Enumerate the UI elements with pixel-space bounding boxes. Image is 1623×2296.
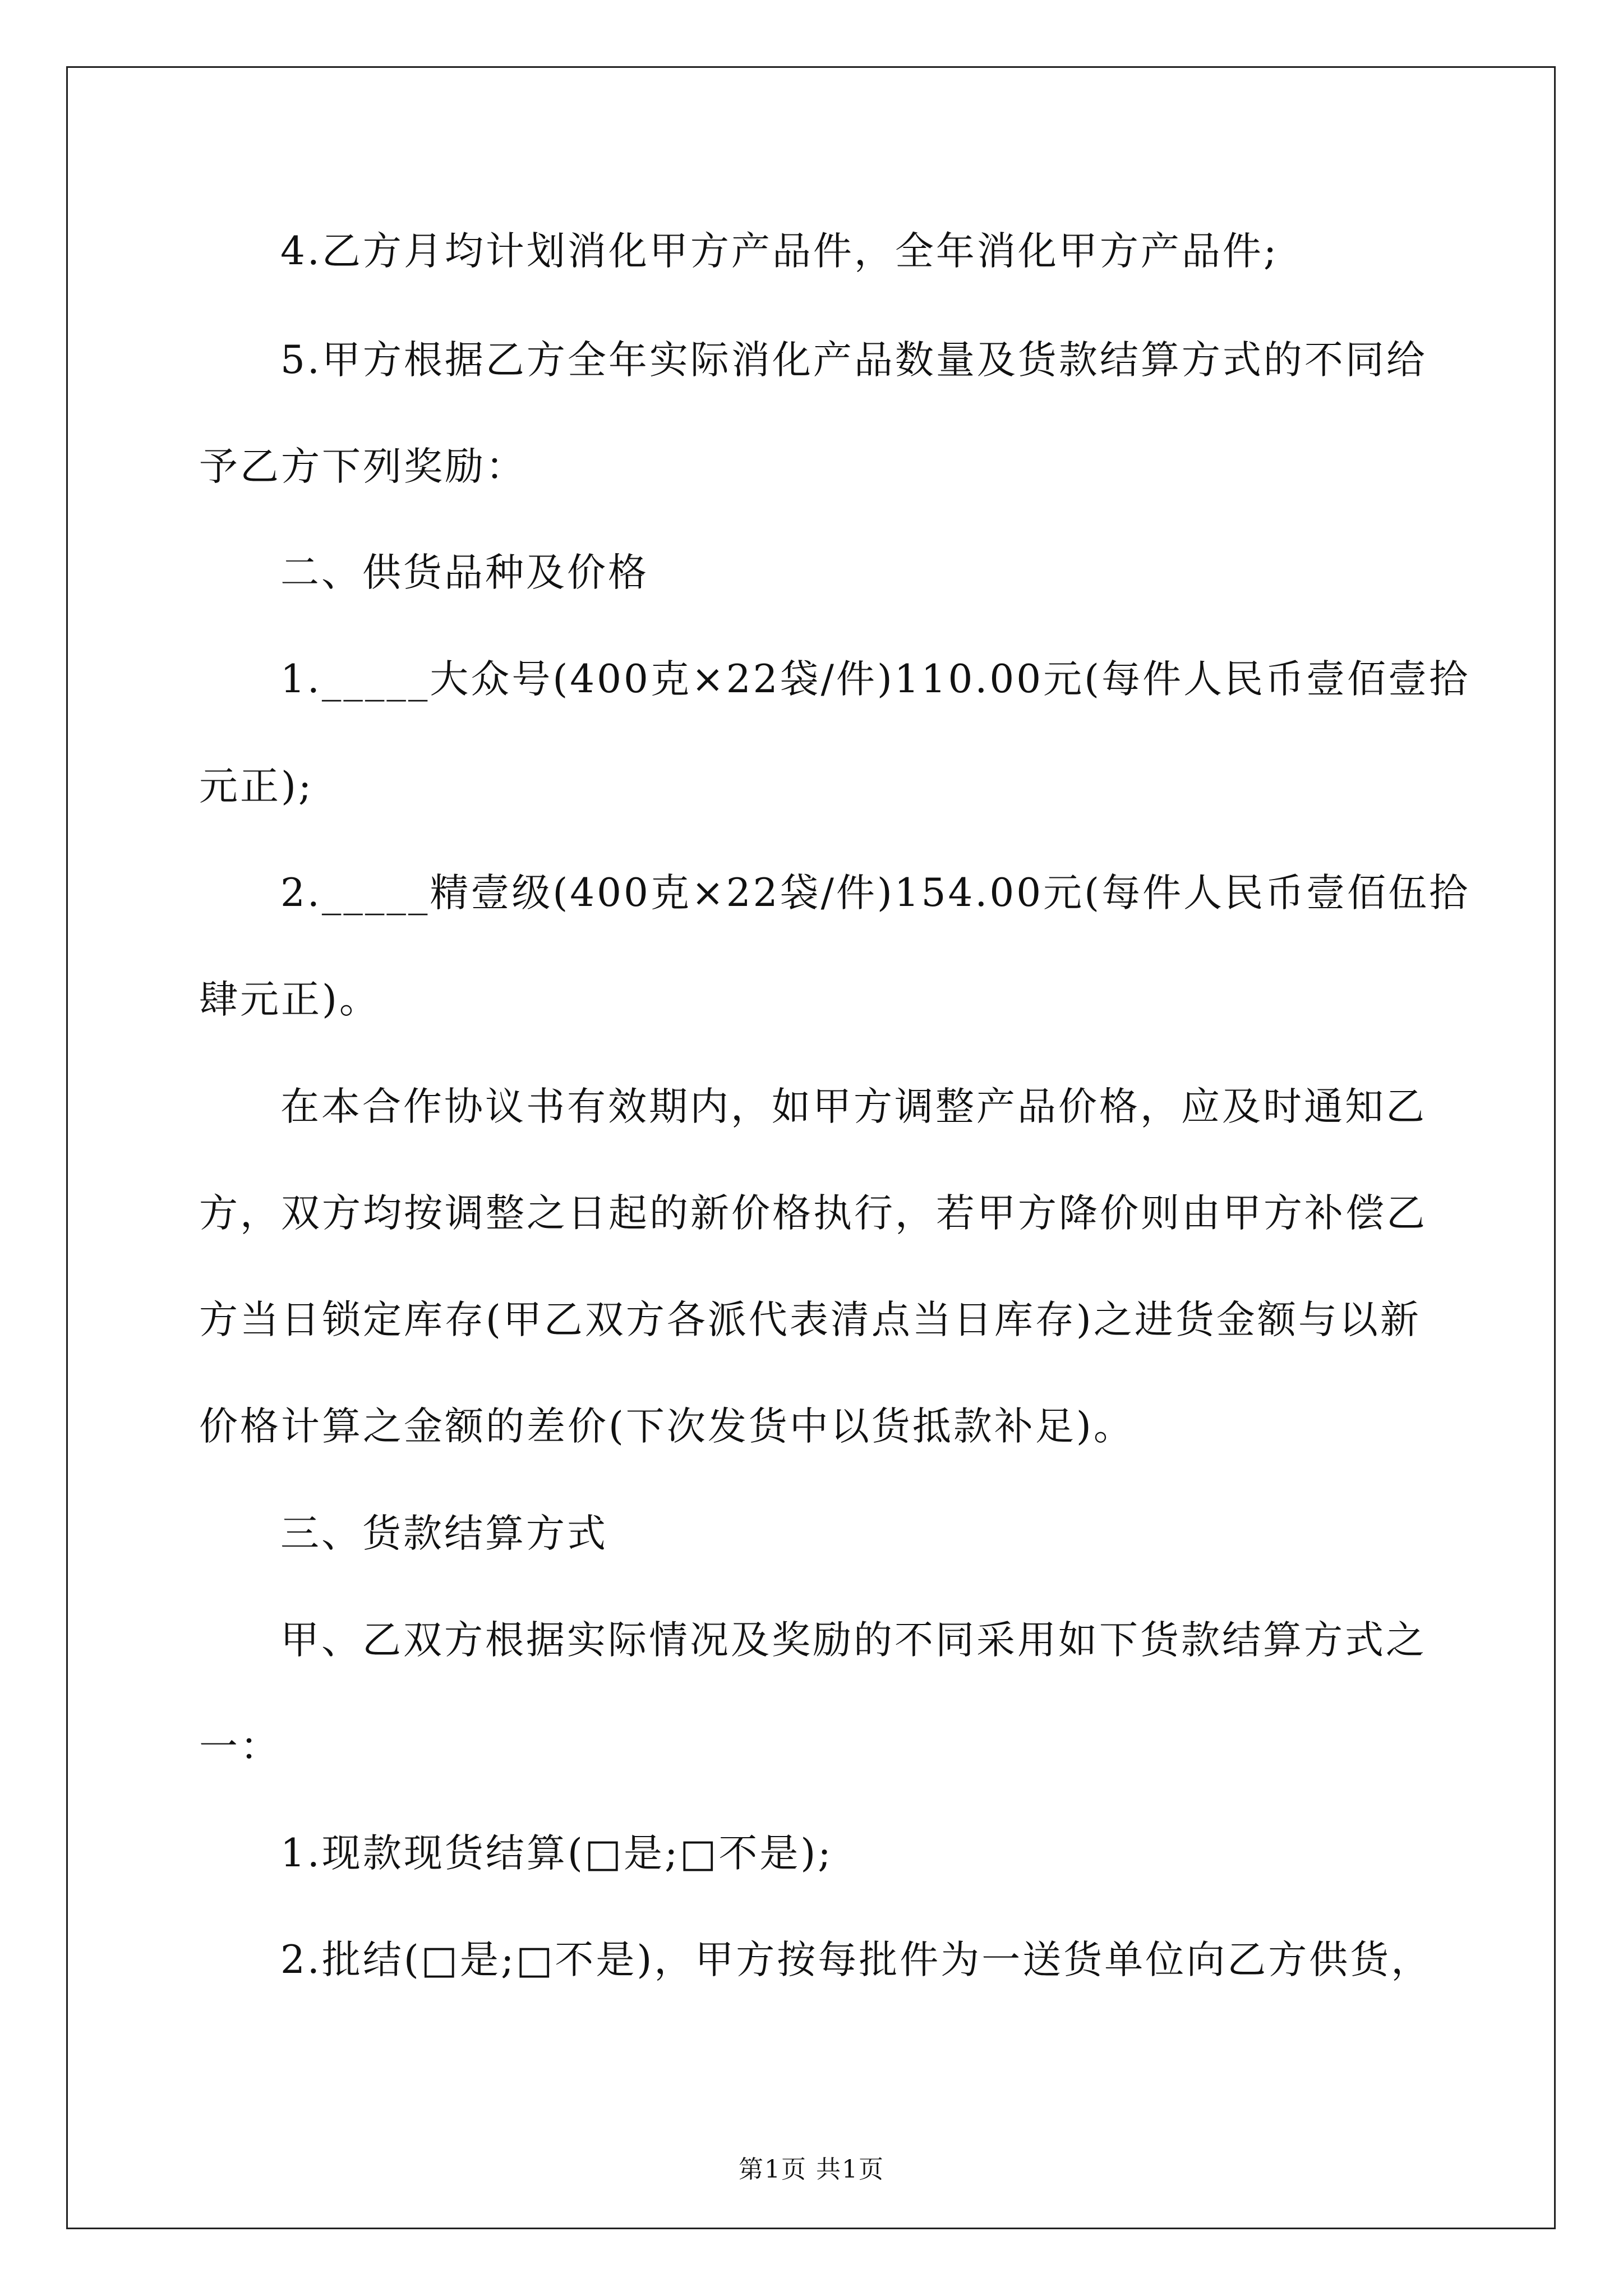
paragraph-line-7: 2._____精壹级(400克×22袋/件)154.00元(每件人民币壹佰伍拾 [280, 871, 1470, 915]
paragraph-line-2: 5.甲方根据乙方全年实际消化产品数量及货款结算方式的不同给 [280, 338, 1427, 383]
page-border [66, 66, 1556, 2229]
paragraph-line-11: 方当日锁定库存(甲乙双方各派代表清点当日库存)之进货金额与以新 [199, 1297, 1421, 1342]
section-heading-3: 三、货款结算方式 [280, 1511, 608, 1556]
paragraph-line-3: 予乙方下列奖励： [199, 444, 527, 489]
paragraph-line-16: 1.现款现货结算(□是;□不是); [280, 1831, 833, 1876]
paragraph-line-8: 肆元正)。 [199, 977, 380, 1022]
paragraph-line-17: 2.批结(□是;□不是)，甲方按每批件为一送货单位向乙方供货， [280, 1938, 1432, 1982]
paragraph-line-5: 1._____大众号(400克×22袋/件)110.00元(每件人民币壹佰壹拾 [280, 657, 1470, 702]
paragraph-line-14: 甲、乙双方根据实际情况及奖励的不同采用如下货款结算方式之 [280, 1618, 1427, 1663]
paragraph-line-12: 价格计算之金额的差价(下次发货中以货抵款补足)。 [199, 1404, 1135, 1449]
paragraph-line-1: 4.乙方月均计划消化甲方产品件，全年消化甲方产品件; [280, 229, 1279, 274]
paragraph-line-9: 在本合作协议书有效期内，如甲方调整产品价格，应及时通知乙 [280, 1084, 1427, 1129]
page-number-footer: 第1页 共1页 [739, 2155, 884, 2184]
paragraph-line-15: 一： [199, 1724, 281, 1769]
paragraph-line-10: 方，双方均按调整之日起的新价格执行，若甲方降价则由甲方补偿乙 [199, 1191, 1427, 1236]
paragraph-line-6: 元正); [199, 764, 314, 809]
section-heading-2: 二、供货品种及价格 [280, 550, 649, 595]
